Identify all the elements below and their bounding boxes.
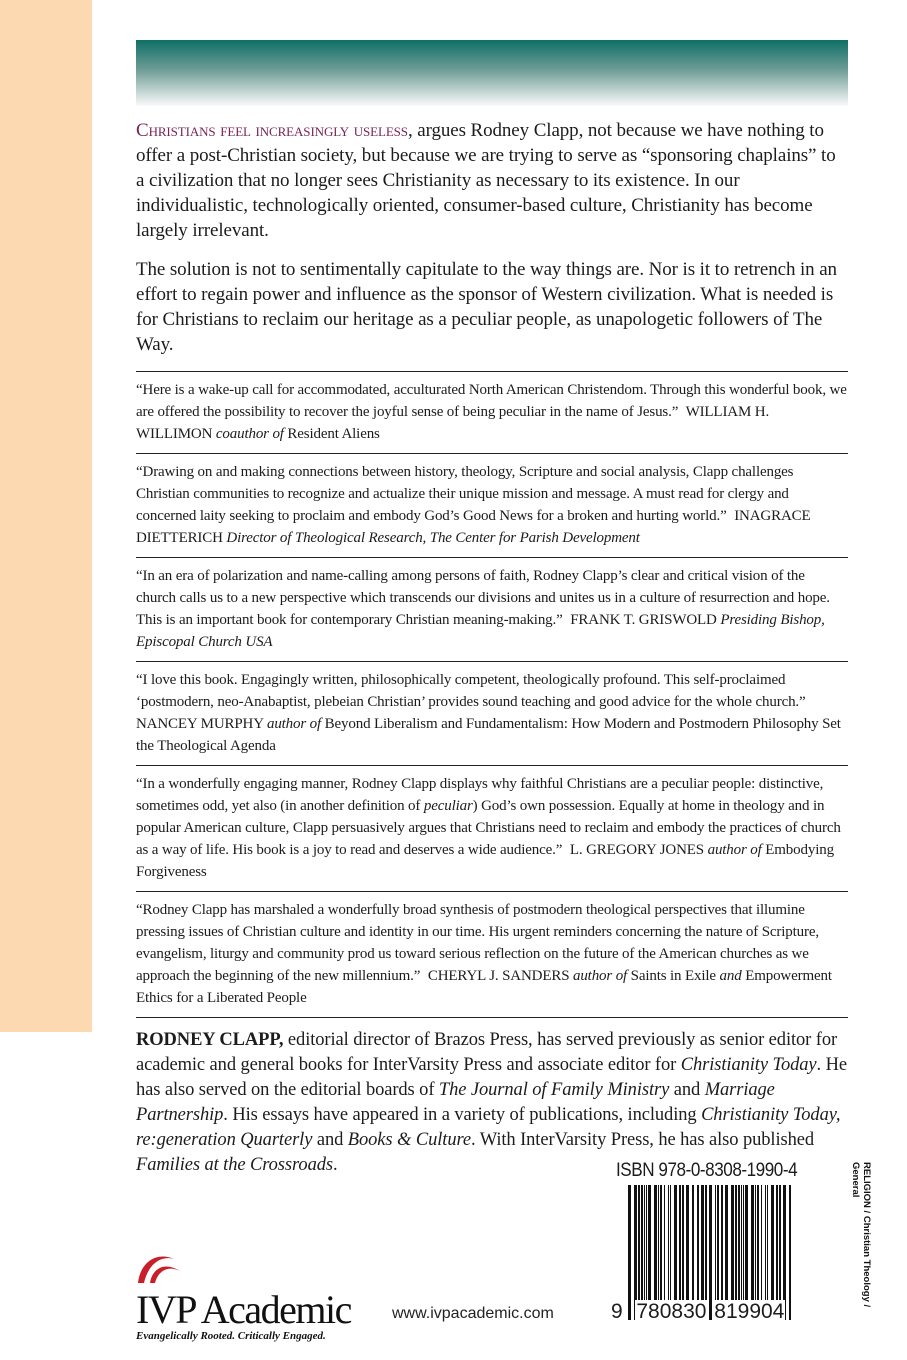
endorser-role: author of — [707, 842, 766, 858]
endorser-role: Saints in Exile — [630, 968, 720, 984]
endorser-role: Resident Aliens — [287, 426, 380, 442]
endorsement — [136, 557, 848, 661]
endorser-role: Beyond Liberalism and Fundamentalism: How Modern and Postmodern Philosophy Set the Theological Agenda — [136, 716, 841, 754]
bio-text: . He has also served on the editorial boards of — [136, 1055, 847, 1100]
back-cover-text — [136, 118, 848, 1178]
endorsement-text: “Rodney Clapp has marshaled a wonderfully broad synthesis of postmodern theological perspectives that illumine pressing issues of Christian culture and identity in our time. His urgent reminders concerning the nature of Scripture, evangelism, liturgy and community prod us toward serious reflection on the future of the American churches as we approach the beginning of the new millennium.” — [136, 902, 819, 984]
intro-text: , argues Rodney Clapp, not because we have nothing to offer a post-Christian society, but because we are trying to serve as “sponsoring chaplains” to a civilization that no longer sees Christianity as necessary to its existence. In our individualistic, technologically oriented, consumer-based culture, Christianity has become largely irrelevant. — [136, 120, 836, 241]
lead-small-caps: Christians feel increasingly useless — [136, 120, 408, 141]
barcode-digits — [610, 1300, 785, 1324]
endorser-role: author of — [266, 716, 325, 732]
bio-text: Marriage Partnership — [136, 1080, 775, 1125]
bio-text: and — [312, 1130, 348, 1150]
bio-text: . His essays have appeared in a variety of publications, including — [223, 1105, 702, 1125]
endorser-name: L. GREGORY JONES — [566, 842, 708, 858]
endorsement — [136, 891, 848, 1017]
endorser-role: and — [719, 968, 746, 984]
barcode-bar — [789, 1185, 791, 1320]
logo-tagline: Evangelically Rooted. Critically Engaged. — [136, 1330, 326, 1342]
endorsement-text: “In a wonderfully engaging manner, Rodney Clapp displays why faithful Christians are a peculiar people: distinctive, sometimes odd, yet also (in another definition of — [136, 776, 824, 814]
endorsement-text: “Drawing on and making connections between history, theology, Scripture and social analysis, Clapp challenges Christian communities to recognize and actualize their unique mission and message. A must read for clergy and concerned laity seeking to proclaim and embody God’s Good News for a broken and hurting world.” — [136, 464, 794, 524]
ivp-academic-logo — [136, 1245, 351, 1342]
endorser-role: coauthor of — [215, 426, 288, 442]
bio-text: Families at the Crossroads — [136, 1155, 333, 1175]
endorser-role: Presiding Bishop, Episcopal Church USA — [136, 612, 825, 650]
endorsement-text: peculiar — [423, 798, 473, 814]
bio-text: and — [669, 1080, 705, 1100]
endorsement-text: “In an era of polarization and name-calling among persons of faith, Rodney Clapp’s clear and critical vision of the church calls us to a new perspective which transcends our divisions and unites us in a culture of resurrection and hope. This is an important book for contemporary Christian meaning-making.” — [136, 568, 830, 628]
author-bio — [136, 1017, 848, 1178]
publisher-url: www.ivpacademic.com — [392, 1305, 554, 1322]
bio-text: Books & Culture — [347, 1130, 471, 1150]
bio-text: . — [332, 1155, 338, 1175]
barcode-digits-right: 819904 — [714, 1300, 785, 1323]
endorsement-text: “Here is a wake-up call for accommodated, acculturated North American Christendom. Through this wonderful book, we are offered the possibility to recover the joyful sense of being peculiar in the name of Jesus.” — [136, 382, 847, 420]
endorser-role: author of — [572, 968, 631, 984]
bio-text: Christianity Today, re:generation Quarterly — [136, 1105, 841, 1150]
endorser-name: WILLIAM H. WILLIMON — [136, 404, 770, 442]
bio-text: Christianity Today — [680, 1055, 817, 1075]
endorser-name: INAGRACE DIETTERICH — [136, 508, 811, 546]
endorser-role: Director of Theological Research, The Center for Parish Development — [226, 530, 640, 546]
endorsement-text: “I love this book. Engagingly written, philosophically competent, theologically profound. This self-proclaimed ‘postmodern, neo-Anabaptist, plebeian Christian’ provides sound teaching and good advice for the whole church.” — [136, 672, 806, 710]
isbn-label: ISBN 978-0-8308-1990-4 — [616, 1160, 798, 1181]
endorser-name: CHERYL J. SANDERS — [424, 968, 573, 984]
barcode-lead-digit: 9 — [611, 1300, 623, 1323]
endorsement-text: ) God’s own possession. Equally at home in theology and in popular American culture, Clapp persuasively argues that Christians need to reclaim and embody the practices of church as a way of life. His book is a joy to read and deserves a wide audience.” — [136, 798, 841, 858]
barcode-digits-left: 780830 — [636, 1300, 707, 1323]
endorsement — [136, 661, 848, 765]
logo-name: IVP Academic — [136, 1287, 351, 1332]
spine-color-strip — [0, 0, 92, 1032]
bio-text: editorial director of Brazos Press, has served previously as senior editor for academic and general books for InterVarsity Press and associate editor for — [136, 1030, 838, 1075]
bio-text: . With InterVarsity Press, he has also published — [471, 1130, 814, 1150]
bio-text: RODNEY CLAPP, — [136, 1030, 284, 1050]
endorsements — [136, 371, 848, 1017]
flame-arcs-icon — [136, 1245, 186, 1285]
intro-paragraph-2: The solution is not to sentimentally capitulate to the way things are. Nor is it to retrench in an effort to regain power and influence as the sponsor of Western civilization. What is needed is for Christians to reclaim our heritage as a peculiar people, as unapologetic followers of The Way. — [136, 259, 837, 355]
endorsement — [136, 371, 848, 453]
intro-paragraph-1 — [136, 118, 848, 243]
endorser-name: NANCEY MURPHY — [136, 716, 267, 732]
endorser-role: Empowerment Ethics for a Liberated People — [136, 968, 832, 1006]
endorser-role: Embodying Forgiveness — [136, 842, 834, 880]
endorser-name: FRANK T. GRISWOLD — [566, 612, 721, 628]
header-gradient-band — [136, 40, 848, 106]
endorsement — [136, 453, 848, 557]
category-label: RELIGION / Christian Theology / General — [850, 1162, 872, 1308]
endorsement — [136, 765, 848, 891]
bio-text: The Journal of Family Ministry — [438, 1080, 670, 1100]
